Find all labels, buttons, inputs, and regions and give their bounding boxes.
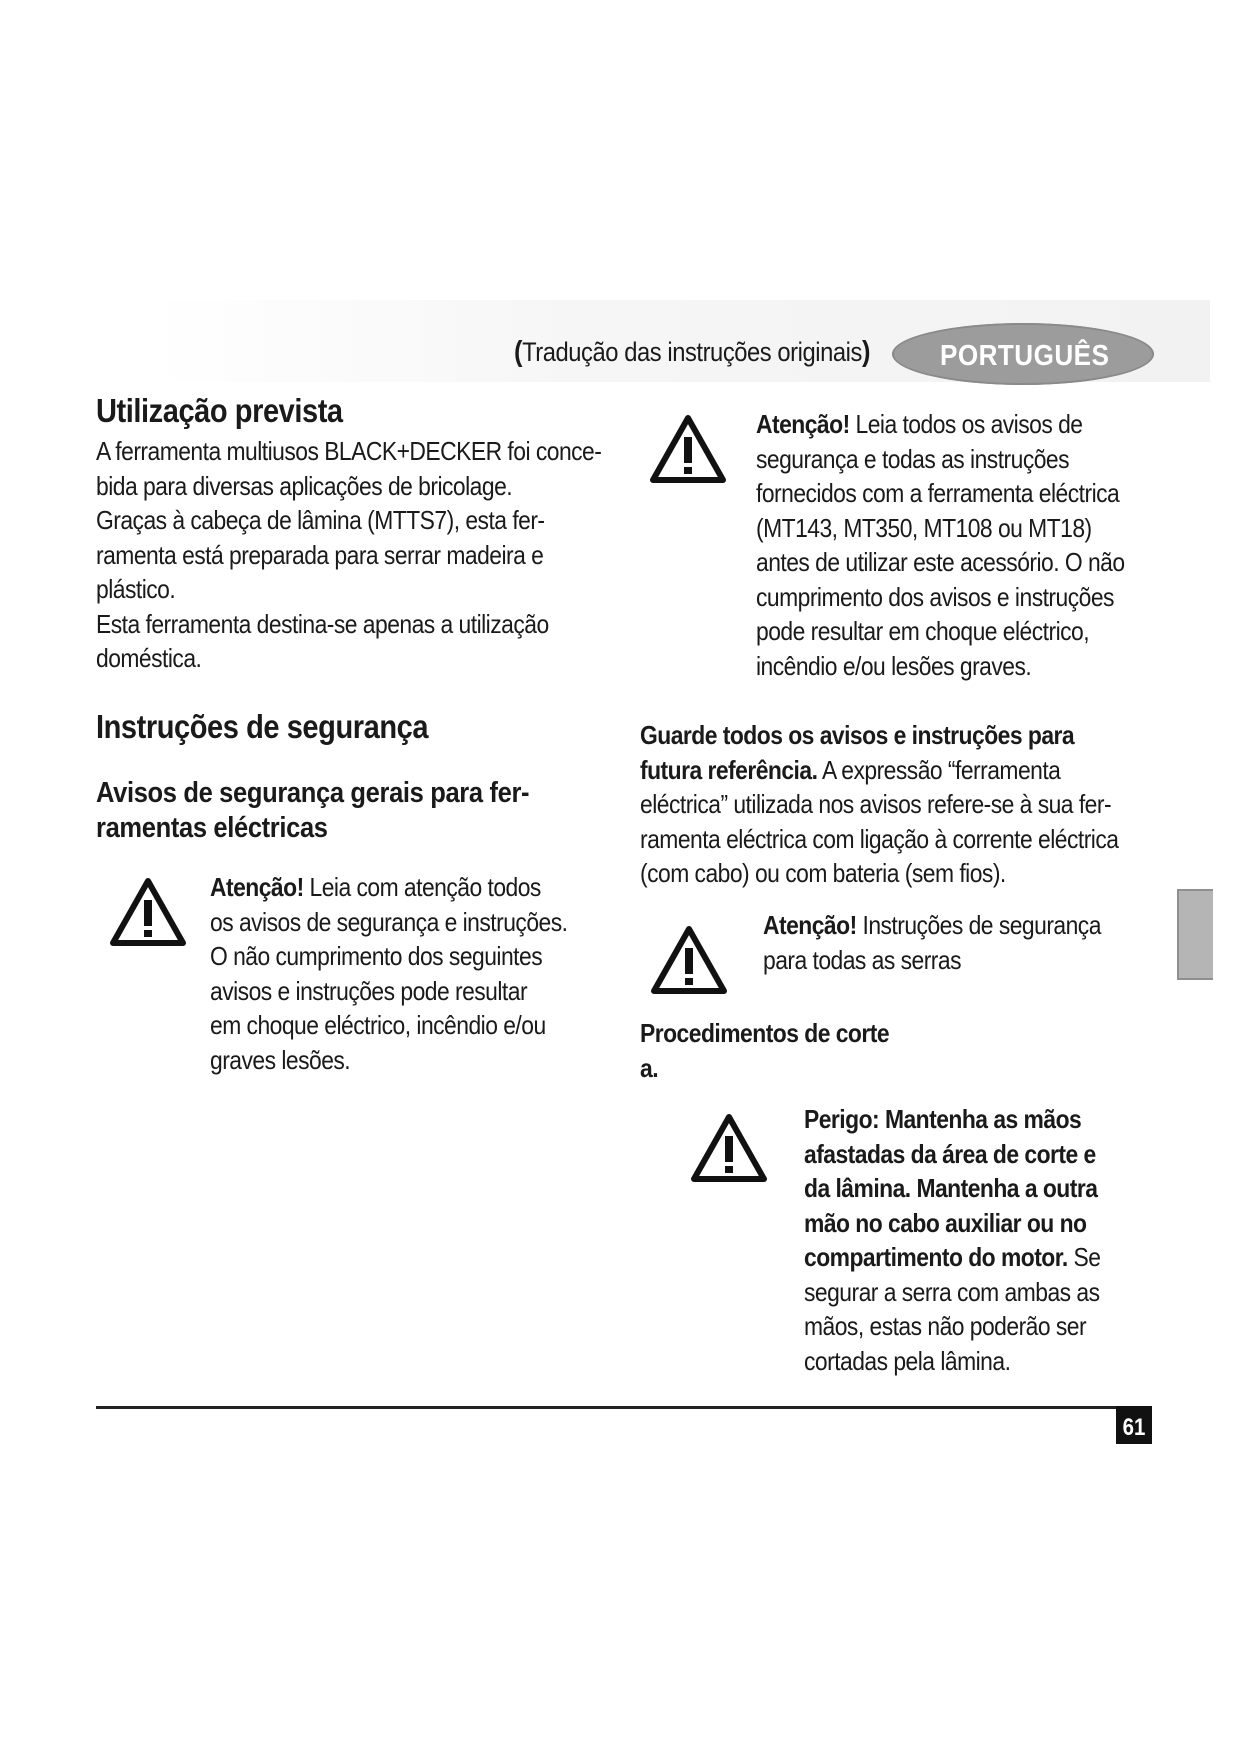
text-line: pode resultar em choque eléctrico, [756,616,1090,646]
language-label: PORTUGUÊS [940,340,1110,372]
text-line: (MT143, MT350, MT108 ou MT18) [756,512,1092,543]
text-line: Atenção! Leia com atenção todos [210,872,541,902]
text-line: doméstica. [96,643,202,673]
list-item-marker: a. [640,1052,659,1083]
text-line: mãos, estas não poderão ser [804,1311,1087,1341]
keep-instructions-text [640,718,1142,891]
text-line: futura referência. A expressão “ferramenta [640,754,1061,785]
intended-use-body [96,434,712,676]
header-subtitle: (Tradução das instruções originais) [514,336,871,368]
warning-label: Atenção! [763,910,857,940]
text-line: O não cumprimento dos seguintes [210,941,543,971]
saws-warning-text [763,908,1133,977]
text-line: avisos e instruções pode resultar [210,975,528,1006]
text-line: incêndio e/ou lesões graves. [756,650,1032,681]
text-line: cumprimento dos avisos e instruções [756,581,1114,612]
text-line: graves lesões. [210,1044,351,1075]
text-line: mão no cabo auxiliar ou no [804,1207,1087,1238]
text-line: Avisos de segurança gerais para fer- [96,777,530,809]
accessory-warning-text [756,407,1143,683]
cutting-title: Procedimentos de corte [640,1018,890,1048]
warning-triangle-icon [648,413,728,485]
text-line: antes de utilizar este acessório. O não [756,547,1125,577]
text-line: ramenta eléctrica com ligação à corrente eléctrica [640,823,1119,854]
danger-text [804,1102,1156,1378]
page-number: 61 [1122,1414,1146,1441]
text-line: Atenção! Leia todos os avisos de [756,409,1083,439]
text-line: segurança e todas as instruções [756,443,1070,474]
text-line: Perigo: Mantenha as mãos [804,1104,1082,1134]
text-line: compartimento do motor. Se [804,1242,1101,1272]
warning-triangle-icon [649,924,729,996]
text-line: afastadas da área de corte e [804,1138,1096,1169]
safety-title: Instruções de segurança [96,708,429,745]
text-line: para todas as serras [763,944,962,975]
text-line: fornecidos com a ferramenta eléctrica [756,478,1120,508]
text-line: Guarde todos os avisos e instruções para [640,720,1075,750]
text-line: da lâmina. Mantenha a outra [804,1173,1098,1203]
footer-rule [96,1406,1118,1409]
text-line: em choque eléctrico, incêndio e/ou [210,1010,546,1040]
text-line: segurar a serra com ambas as [804,1276,1100,1307]
safety-subtitle [96,776,642,846]
warning-triangle-icon [689,1112,769,1184]
cutting-procedures [640,1016,1045,1085]
intended-use-title: Utilização prevista [96,392,343,429]
text-line: Graças à cabeça de lâmina (MTTS7), esta fer- [96,505,545,535]
text-line: cortadas pela lâmina. [804,1345,1011,1376]
text-line: Esta ferramenta destina-se apenas a utilização [96,608,549,639]
warning-label: Atenção! [756,409,850,439]
text-line: eléctrica” utilizada nos avisos refere-se à sua fer- [640,789,1112,819]
text-line: ramentas eléctricas [96,812,328,844]
text-line: bida para diversas aplicações de bricolage. [96,470,513,501]
text-line: A ferramenta multiusos BLACK+DECKER foi conce- [96,436,602,466]
warning-triangle-icon [108,876,188,948]
text-line: os avisos de segurança e instruções. [210,906,568,937]
text-line: Atenção! Instruções de segurança [763,910,1101,940]
warning-label: Atenção! [210,872,304,902]
text-line: ramenta está preparada para serrar madeira e [96,539,544,570]
text-line: plástico. [96,574,176,604]
text-line: (com cabo) ou com bateria (sem fios). [640,858,1006,888]
safety-warning-text [210,870,615,1077]
language-side-tab [1177,889,1213,980]
